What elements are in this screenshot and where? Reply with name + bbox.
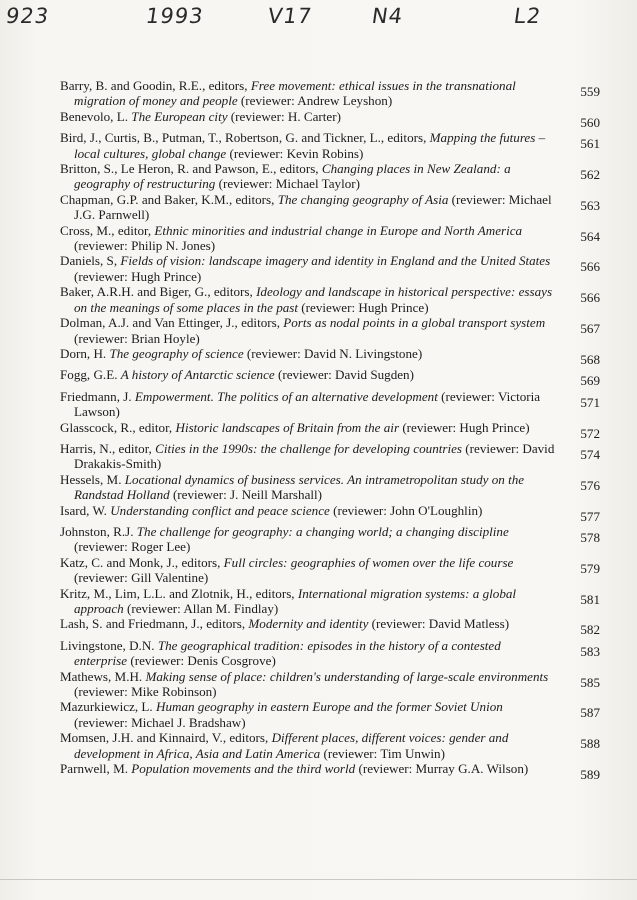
- entry-page-number: 579: [580, 560, 600, 576]
- entry-page-number: 588: [580, 736, 600, 752]
- entry-page-number: 566: [580, 290, 600, 306]
- entry-citation: [60, 555, 556, 586]
- entry-book-title: Understanding conflict and peace science: [110, 502, 330, 518]
- entry-reviewer: (reviewer: Mike Robinson): [74, 684, 217, 700]
- review-entry: [60, 223, 600, 254]
- entry-reviewer: (reviewer: Andrew Leyshon): [237, 93, 393, 109]
- review-entry: [60, 109, 600, 130]
- entry-reviewer: (reviewer: Hugh Prince): [74, 268, 202, 284]
- entry-reviewer: (reviewer: David N. Livingstone): [243, 345, 423, 361]
- entry-page-number: 578: [580, 529, 600, 545]
- entry-book-title: Population movements and the third world: [131, 761, 356, 777]
- entry-page-number: 563: [580, 197, 600, 213]
- entry-citation: [60, 367, 556, 382]
- entry-authors: Friedmann, J.: [60, 388, 135, 404]
- entry-book-title: The European city: [131, 108, 228, 124]
- entry-book-title: Modernity and identity: [248, 616, 369, 632]
- entry-authors: Dolman, A.J. and Van Ettinger, J., editors,: [60, 315, 284, 331]
- review-entry: [60, 730, 600, 761]
- entry-reviewer: (reviewer: John O'Loughlin): [329, 502, 483, 518]
- review-entry: [60, 284, 600, 315]
- entry-reviewer: (reviewer: Allan M. Findlay): [123, 601, 279, 616]
- review-entry: [60, 503, 600, 524]
- entry-page-number: 576: [580, 477, 600, 493]
- entry-book-title: Different places, different voices: gender and development in Africa, Asia and Latin America: [74, 730, 509, 761]
- review-entry: [60, 555, 600, 586]
- entry-page-number: 577: [580, 508, 600, 524]
- entry-book-title: The changing geography of Asia: [277, 191, 449, 207]
- entry-page-number: 582: [580, 622, 600, 638]
- entry-citation: [60, 638, 556, 669]
- entry-citation: [60, 472, 556, 503]
- entry-reviewer: (reviewer: Philip N. Jones): [74, 238, 216, 254]
- entry-book-title: The challenge for geography: a changing world; a changing discipline: [136, 523, 509, 539]
- entry-book-title: Human geography in eastern Europe and the former Soviet Union: [155, 699, 503, 715]
- entry-reviewer: (reviewer: David Drakakis-Smith): [74, 440, 555, 472]
- entry-citation: [60, 586, 556, 617]
- review-entry: [60, 761, 600, 782]
- entry-reviewer: (reviewer: Denis Cosgrove): [127, 653, 276, 669]
- entry-authors: Fogg, G.E.: [60, 367, 121, 383]
- entry-reviewer: (reviewer: Tim Unwin): [320, 745, 445, 761]
- entry-book-title: Changing places in New Zealand: a geography of restructuring: [74, 161, 511, 192]
- scan-edge-divider: [0, 879, 637, 880]
- entry-citation: [60, 669, 556, 700]
- entry-citation: [60, 223, 556, 254]
- entry-page-number: 560: [580, 114, 600, 130]
- entry-book-title: A history of Antarctic science: [120, 367, 275, 383]
- review-entry: [60, 315, 600, 346]
- entry-citation: [60, 161, 556, 192]
- entry-authors: Glasscock, R., editor,: [60, 419, 176, 435]
- review-entry: [60, 472, 600, 503]
- review-entry: [60, 130, 600, 161]
- entry-citation: [60, 524, 556, 555]
- entry-authors: Harris, N., editor,: [60, 440, 156, 456]
- review-entry: [60, 253, 600, 284]
- entry-citation: [60, 346, 556, 361]
- entry-authors: Lash, S. and Friedmann, J., editors,: [60, 616, 249, 632]
- entry-authors: Dorn, H.: [60, 345, 110, 361]
- entry-page-number: 559: [580, 84, 600, 99]
- entry-reviewer: (reviewer: Michael J.G. Parnwell): [74, 191, 552, 223]
- entry-citation: [60, 78, 556, 109]
- review-entry: [60, 524, 600, 555]
- entry-page-number: 583: [580, 643, 600, 659]
- review-entry: [60, 616, 600, 637]
- entry-citation: [60, 130, 556, 161]
- entry-citation: [60, 284, 556, 315]
- entry-book-title: Empowerment. The politics of an alternative development: [134, 388, 438, 404]
- entry-reviewer: (reviewer: Kevin Robins): [226, 145, 364, 161]
- entry-authors: Barry, B. and Goodin, R.E., editors,: [60, 78, 251, 93]
- entry-book-title: Ethnic minorities and industrial change in Europe and North America: [154, 222, 523, 238]
- entry-citation: [60, 192, 556, 223]
- entry-authors: Livingstone, D.N.: [60, 637, 158, 653]
- review-entry: [60, 346, 600, 367]
- entry-page-number: 568: [580, 351, 600, 367]
- entry-page-number: 587: [580, 705, 600, 721]
- review-entry: [60, 699, 600, 730]
- entry-page-number: 561: [580, 136, 600, 152]
- entry-page-number: 585: [580, 674, 600, 690]
- entry-citation: [60, 699, 556, 730]
- review-entry: [60, 389, 600, 420]
- entry-book-title: Mapping the futures – local cultures, global change: [74, 130, 546, 161]
- entry-book-title: Ideology and landscape in historical perspective: essays on the meanings of some places in the past: [74, 284, 553, 315]
- entry-reviewer: (reviewer: Hugh Prince): [298, 299, 429, 315]
- handwritten-catalog-number: 923: [4, 4, 51, 28]
- entry-reviewer: (reviewer: H. Carter): [227, 108, 341, 124]
- entry-authors: Cross, M., editor,: [60, 222, 155, 238]
- entry-authors: Johnston, R.J.: [60, 523, 137, 539]
- entry-citation: [60, 503, 556, 518]
- entry-book-title: Locational dynamics of business services. An intrametropolitan study on the Randstad Holland: [74, 471, 525, 503]
- entry-authors: Mathews, M.H.: [60, 668, 146, 684]
- entry-authors: Chapman, G.P. and Baker, K.M., editors,: [60, 191, 278, 207]
- entry-authors: Parnwell, M.: [60, 761, 132, 777]
- entry-authors: Britton, S., Le Heron, R. and Pawson, E., editors,: [60, 161, 322, 177]
- review-entry: [60, 638, 600, 669]
- entry-page-number: 574: [580, 446, 600, 462]
- entry-authors: Momsen, J.H. and Kinnaird, V., editors,: [60, 730, 272, 746]
- entry-reviewer: (reviewer: Gill Valentine): [74, 570, 209, 586]
- book-review-index: [60, 78, 600, 782]
- entry-citation: [60, 389, 556, 420]
- entry-citation: [60, 420, 556, 435]
- entry-citation: [60, 730, 556, 761]
- entry-page-number: 562: [580, 167, 600, 183]
- entry-reviewer: (reviewer: David Sugden): [274, 367, 414, 383]
- entry-book-title: Full circles: geographies of women over the life course: [223, 554, 514, 570]
- review-entry: [60, 192, 600, 223]
- entry-book-title: Historic landscapes of Britain from the air: [175, 419, 400, 435]
- entry-citation: [60, 109, 556, 124]
- entry-page-number: 571: [580, 394, 600, 410]
- entry-reviewer: (reviewer: J. Neill Marshall): [169, 487, 323, 503]
- review-entry: [60, 669, 600, 700]
- entry-citation: [60, 315, 556, 346]
- entry-reviewer: (reviewer: Roger Lee): [74, 539, 191, 555]
- entry-citation: [60, 441, 556, 472]
- entry-reviewer: (reviewer: Brian Hoyle): [74, 330, 200, 346]
- entry-reviewer: (reviewer: Hugh Prince): [399, 419, 530, 435]
- entry-book-title: Free movement: ethical issues in the transnational migration of money and people: [74, 78, 516, 109]
- entry-authors: Kritz, M., Lim, L.L. and Zlotnik, H., editors,: [60, 585, 298, 601]
- entry-reviewer: (reviewer: Michael Taylor): [215, 176, 360, 192]
- review-entry: [60, 367, 600, 388]
- entry-reviewer: (reviewer: Murray G.A. Wilson): [355, 761, 529, 777]
- review-entry: [60, 161, 600, 192]
- entry-authors: Daniels, S,: [60, 253, 121, 269]
- entry-page-number: 566: [580, 259, 600, 275]
- entry-page-number: 564: [580, 228, 600, 244]
- entry-authors: Bird, J., Curtis, B., Putman, T., Robertson, G. and Tickner, L., editors,: [60, 130, 430, 146]
- entry-book-title: Fields of vision: landscape imagery and identity in England and the United States: [120, 253, 551, 269]
- entry-page-number: 572: [580, 425, 600, 441]
- entry-book-title: The geography of science: [109, 345, 244, 361]
- entry-citation: [60, 616, 556, 631]
- entry-page-number: 589: [580, 767, 600, 783]
- entry-book-title: International migration systems: a global approach: [74, 585, 517, 616]
- entry-page-number: 567: [580, 321, 600, 337]
- handwritten-volume: V17: [266, 4, 314, 28]
- entry-citation: [60, 761, 556, 776]
- review-entry: [60, 441, 600, 472]
- entry-authors: Hessels, M.: [60, 471, 125, 487]
- entry-reviewer: (reviewer: Victoria Lawson): [74, 388, 541, 420]
- entry-page-number: 569: [580, 373, 600, 389]
- handwritten-code: L2: [512, 4, 543, 28]
- entry-book-title: Ports as nodal points in a global transport system: [283, 315, 546, 331]
- entry-authors: Benevolo, L.: [60, 108, 132, 124]
- entry-authors: Baker, A.R.H. and Biger, G., editors,: [60, 284, 257, 300]
- review-entry: [60, 78, 600, 109]
- entry-book-title: The geographical tradition: episodes in the history of a contested enterprise: [74, 637, 501, 669]
- entry-citation: [60, 253, 556, 284]
- handwritten-number: N4: [370, 4, 405, 28]
- review-entry: [60, 586, 600, 617]
- entry-book-title: Cities in the 1990s: the challenge for developing countries: [155, 440, 463, 456]
- handwritten-year: 1993: [144, 4, 206, 28]
- entry-reviewer: (reviewer: David Matless): [368, 616, 510, 632]
- entry-authors: Isard, W.: [60, 502, 111, 518]
- entry-page-number: 581: [580, 591, 600, 607]
- entry-reviewer: (reviewer: Michael J. Bradshaw): [74, 714, 246, 730]
- entry-authors: Mazurkiewicz, L.: [60, 699, 156, 715]
- review-entry: [60, 420, 600, 441]
- entry-authors: Katz, C. and Monk, J., editors,: [60, 554, 224, 570]
- entry-book-title: Making sense of place: children's understanding of large-scale environments: [145, 668, 549, 684]
